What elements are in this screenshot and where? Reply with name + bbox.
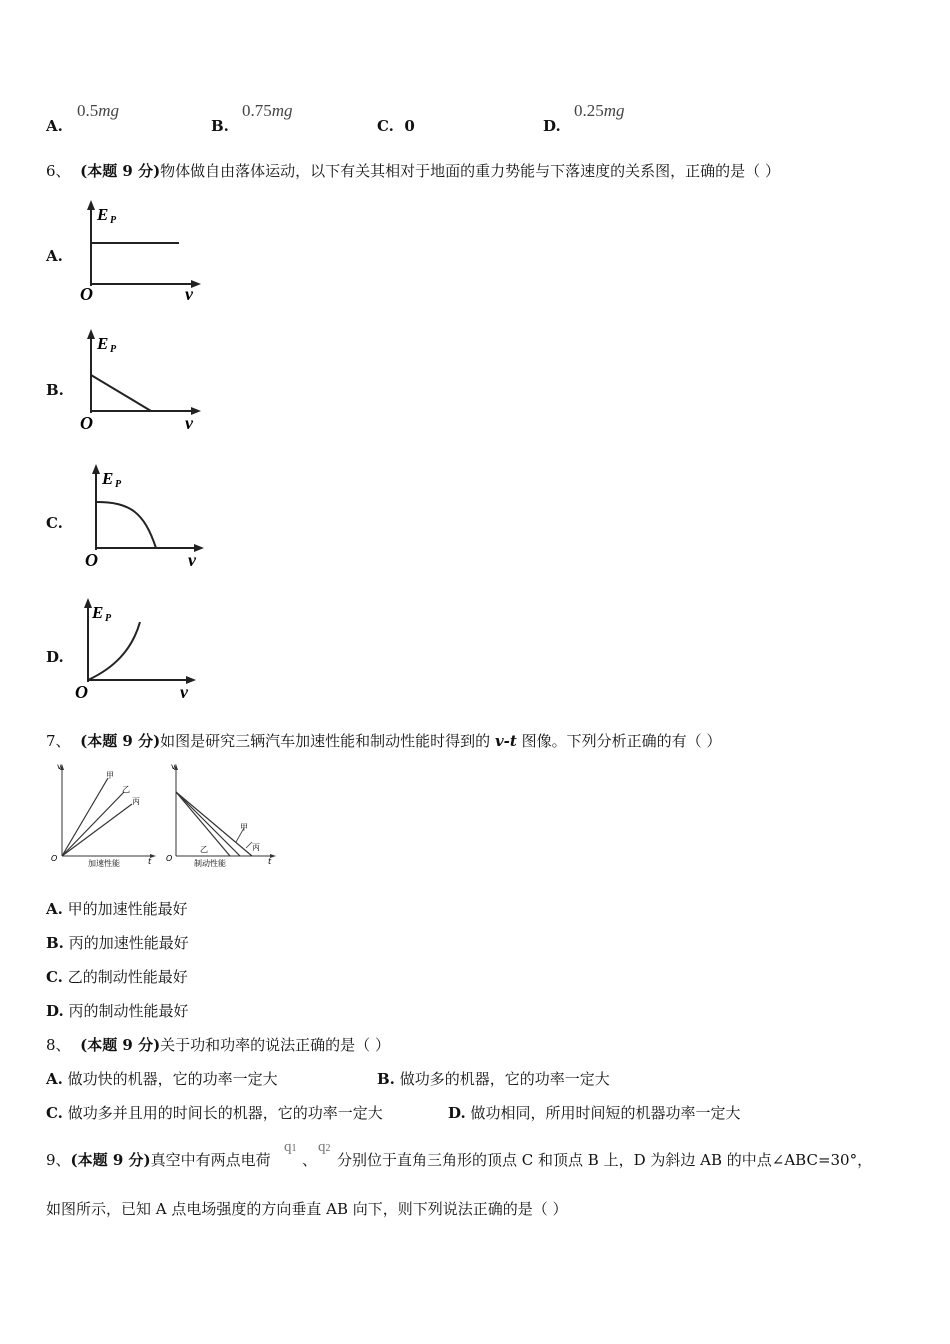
svg-text:乙: 乙 xyxy=(122,785,130,794)
y-axis-label: E xyxy=(102,469,114,488)
svg-text:乙: 乙 xyxy=(200,845,208,854)
y-axis-sub: P xyxy=(110,344,117,355)
svg-text:丙: 丙 xyxy=(132,797,140,806)
q6-option-b-label: B. xyxy=(46,381,64,399)
q9-sep: 、 xyxy=(302,1151,318,1169)
x-axis-label: v xyxy=(185,413,193,433)
y-axis-label: E xyxy=(92,603,104,622)
q8-option-d: D. 做功相同，所用时间短的机器功率一定大 xyxy=(448,1104,741,1122)
svg-text:O: O xyxy=(166,854,173,863)
q6-option-a-label: A. xyxy=(46,247,63,265)
q7-stem: 7、 (本题 9 分)如图是研究三辆汽车加速性能和制动性能时得到的 v-t 图像。下列分析正确的有（ ） xyxy=(46,732,722,750)
x-axis-label: v xyxy=(185,284,193,304)
svg-text:t: t xyxy=(148,857,152,866)
y-axis-sub: P xyxy=(105,613,112,624)
yi-accel-line xyxy=(62,792,124,856)
svg-text:O: O xyxy=(51,854,58,863)
ep-curve xyxy=(91,375,151,411)
q6-graph-a xyxy=(75,196,210,306)
x-axis-label: v xyxy=(180,682,188,702)
ep-curve xyxy=(96,502,156,548)
svg-text:v: v xyxy=(57,762,62,771)
x-axis-label: v xyxy=(188,550,196,570)
y-axis-arrow-icon xyxy=(87,200,95,210)
y-axis-arrow-icon xyxy=(84,598,92,608)
q5-option-a-label: A. xyxy=(46,117,63,135)
jia-accel-line xyxy=(62,778,108,856)
q8-stem: 8、 (本题 9 分)关于功和功率的说法正确的是（ ） xyxy=(46,1036,390,1054)
q6-graph-d xyxy=(72,594,207,704)
q5-option-d-label: D. xyxy=(543,117,561,135)
q8-option-c: C. 做功多并且用的时间长的机器，它的功率一定大 xyxy=(46,1104,383,1122)
q6-graph-c xyxy=(80,460,215,570)
origin-label: O xyxy=(80,284,93,304)
q5-option-c: C. 0 xyxy=(377,117,415,135)
q9-stem-b: 分别位于直角三角形的顶点 C 和顶点 B 上，D 为斜边 AB 的中点∠ABC=30°， xyxy=(337,1151,873,1169)
q6-option-c-label: C. xyxy=(46,514,63,532)
q5-option-b-label: B. xyxy=(211,117,229,135)
svg-text:t: t xyxy=(268,857,272,866)
q5-option-b-value: 0.75mg xyxy=(242,101,293,120)
y-axis-label: E xyxy=(97,334,109,353)
svg-text:v: v xyxy=(171,762,176,771)
y-axis-sub: P xyxy=(110,215,117,226)
svg-text:制动性能: 制动性能 xyxy=(194,859,226,868)
q8-option-a: A. 做功快的机器，它的功率一定大 xyxy=(46,1070,278,1088)
y-axis-arrow-icon xyxy=(87,329,95,339)
svg-text:甲: 甲 xyxy=(240,823,248,832)
q7-option-c: C. 乙的制动性能最好 xyxy=(46,968,188,986)
q6-graph-b xyxy=(75,325,210,435)
q9-stem-line2: 如图所示，已知 A 点电场强度的方向垂直 AB 向下，则下列说法正确的是（ ） xyxy=(46,1200,568,1218)
q9-q2: q2 xyxy=(318,1139,331,1155)
q7-vt-figure xyxy=(44,760,284,870)
q5-option-a-value: 0.5mg xyxy=(77,101,120,120)
origin-label: O xyxy=(75,682,88,702)
y-axis-arrow-icon xyxy=(92,464,100,474)
q8-option-b: B. 做功多的机器，它的功率一定大 xyxy=(377,1070,610,1088)
q7-option-a: A. 甲的加速性能最好 xyxy=(46,900,188,918)
q5-option-d-value: 0.25mg xyxy=(574,101,625,120)
bing-accel-line xyxy=(62,804,132,856)
q7-option-b: B. 丙的加速性能最好 xyxy=(46,934,189,952)
q7-option-d: D. 丙的制动性能最好 xyxy=(46,1002,189,1020)
svg-text:甲: 甲 xyxy=(106,771,114,780)
y-axis-sub: P xyxy=(115,479,122,490)
svg-text:加速性能: 加速性能 xyxy=(88,859,120,868)
origin-label: O xyxy=(85,550,98,570)
q9-stem-line1: 9、(本题 9 分)真空中有两点电荷 xyxy=(46,1151,271,1169)
q9-q1: q1 xyxy=(284,1139,297,1155)
jia-brake-line xyxy=(176,792,240,856)
q6-stem: 6、 (本题 9 分)物体做自由落体运动，以下有关其相对于地面的重力势能与下落速度的关系图，正确的是（ ） xyxy=(46,162,780,180)
ep-curve xyxy=(88,622,140,680)
svg-text:丙: 丙 xyxy=(252,843,260,852)
origin-label: O xyxy=(80,413,93,433)
y-axis-label: E xyxy=(97,205,109,224)
q6-option-d-label: D. xyxy=(46,648,64,666)
